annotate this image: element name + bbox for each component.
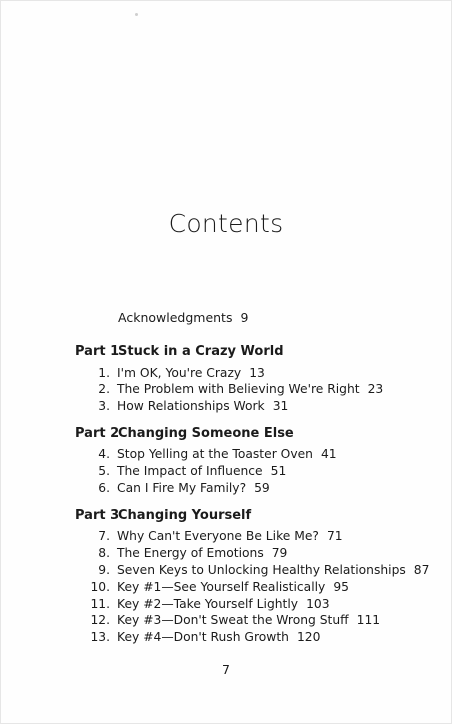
chapter-number: 11. xyxy=(90,597,110,611)
toc-entry xyxy=(88,480,270,497)
toc-entry xyxy=(88,579,349,596)
part-title: Changing Yourself xyxy=(118,508,252,523)
part-label: Part 3 xyxy=(75,508,120,523)
chapter-title: Key #4—Don't Rush Growth xyxy=(117,630,289,644)
toc-entry xyxy=(88,381,383,398)
chapter-number: 10. xyxy=(90,580,110,594)
chapter-page: 51 xyxy=(270,464,287,478)
chapter-page: 59 xyxy=(254,481,270,495)
chapter-number: 13. xyxy=(90,630,110,644)
chapter-title: Key #3—Don't Sweat the Wrong Stuff xyxy=(117,613,349,627)
toc-entry xyxy=(88,398,288,415)
chapter-page: 103 xyxy=(306,597,330,611)
chapter-title: Seven Keys to Unlocking Healthy Relationships xyxy=(117,563,406,577)
chapter-title: The Problem with Believing We're Right xyxy=(117,382,360,396)
page-title: Contents xyxy=(168,209,284,238)
print-speck xyxy=(135,13,138,16)
toc-entry xyxy=(88,545,287,562)
chapter-number: 3. xyxy=(98,399,110,413)
chapter-title: Stop Yelling at the Toaster Oven xyxy=(117,447,313,461)
toc-entry xyxy=(88,612,380,629)
part-heading-3 xyxy=(75,507,251,525)
chapter-page: 23 xyxy=(367,382,384,396)
chapter-title: The Energy of Emotions xyxy=(117,546,264,560)
chapter-page: 95 xyxy=(333,580,349,594)
toc-entry xyxy=(88,446,337,463)
chapter-page: 31 xyxy=(272,399,289,413)
chapter-title: Can I Fire My Family? xyxy=(117,481,247,495)
chapter-title: How Relationships Work xyxy=(117,399,265,413)
toc-entry xyxy=(88,528,343,545)
part-label: Part 1 xyxy=(75,344,120,359)
entry-title: Acknowledgments xyxy=(118,310,233,325)
entry-page-number: 9 xyxy=(240,310,249,325)
part-title: Stuck in a Crazy World xyxy=(118,344,284,359)
chapter-page: 13 xyxy=(249,366,265,380)
chapter-title: Key #2—Take Yourself Lightly xyxy=(117,597,299,611)
page-number: 7 xyxy=(222,662,230,677)
chapter-title: Key #1—See Yourself Realistically xyxy=(117,580,326,594)
chapter-page: 120 xyxy=(296,630,321,644)
part-title: Changing Someone Else xyxy=(118,426,294,441)
chapter-title: Why Can't Everyone Be Like Me? xyxy=(117,529,319,543)
chapter-number: 8. xyxy=(98,546,110,560)
chapter-page: 79 xyxy=(271,546,288,560)
chapter-page: 87 xyxy=(413,563,430,577)
toc-entry xyxy=(88,596,330,613)
part-label: Part 2 xyxy=(75,426,120,441)
chapter-number: 2. xyxy=(98,382,110,396)
chapter-number: 9. xyxy=(98,563,110,577)
chapter-number: 6. xyxy=(98,481,110,495)
chapter-number: 1. xyxy=(98,366,110,380)
toc-entry xyxy=(88,562,429,579)
chapter-number: 12. xyxy=(90,613,110,627)
chapter-number: 4. xyxy=(98,447,110,461)
chapter-number: 7. xyxy=(98,529,110,543)
toc-entry-acknowledgments xyxy=(118,309,248,327)
part-heading-2 xyxy=(75,425,294,443)
chapter-title: The Impact of Influence xyxy=(117,464,263,478)
toc-entry xyxy=(88,365,265,382)
chapter-page: 41 xyxy=(320,447,337,461)
chapter-number: 5. xyxy=(98,464,110,478)
chapter-page: 111 xyxy=(356,613,381,627)
part-heading-1 xyxy=(75,343,284,361)
chapter-title: I'm OK, You're Crazy xyxy=(117,366,242,380)
chapter-page: 71 xyxy=(326,529,343,543)
toc-entry xyxy=(88,463,286,480)
toc-entry xyxy=(88,629,320,646)
